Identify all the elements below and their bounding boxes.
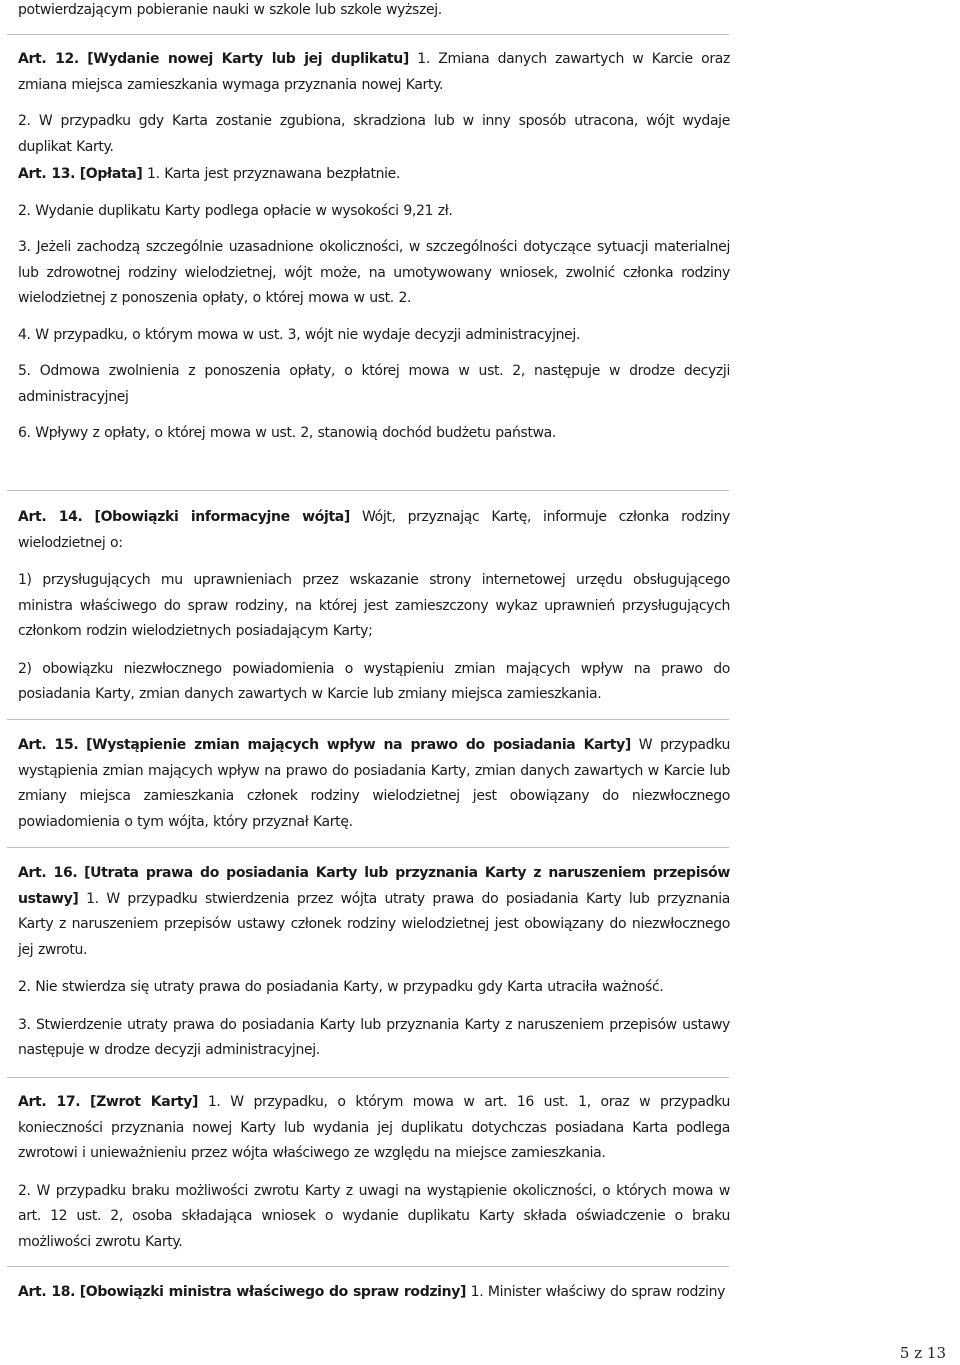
section-separator (7, 1077, 729, 1078)
article-number: Art. 14. (18, 509, 83, 525)
article-12 (18, 47, 730, 160)
article-13-paragraph-6: 6. Wpływy z opłaty, o której mowa w ust. 2, stanowią dochód budżetu państwa. (18, 425, 557, 441)
article-text: 1. Minister właściwy do spraw rodziny (470, 1284, 726, 1300)
page-number: 5 z 13 (899, 1344, 946, 1362)
article-17-paragraph-1 (18, 1090, 730, 1167)
section-separator (7, 34, 729, 35)
article-14-paragraph-1 (18, 505, 730, 556)
intro-text: potwierdzającym pobieranie nauki w szkole lub szkole wyższej. (18, 2, 442, 18)
article-number: Art. 12. (18, 51, 79, 67)
article-title: [Wydanie nowej Karty lub jej duplikatu] (87, 51, 409, 67)
article-12-paragraph-1 (18, 47, 730, 98)
article-text: 1. W przypadku, o którym mowa w art. 16 ust. 1, oraz w przypadku konieczności przyznania nowej Karty lub wydania jej duplikatu dotychczas posiadana Karta podlega zwrotowi i unieważnieniu przez wójta właściwego ze względu na miejsce zamieszkania. (18, 1094, 730, 1161)
article-14-item-1: 1) przysługujących mu uprawnieniach przez wskazanie strony internetowej urzędu obsługującego ministra właściwego do spraw rodziny, na której jest zamieszczony wykaz uprawnień przysługujących członkom rodzin wielodzietnych posiadającym Karty; (18, 572, 730, 639)
section-separator (7, 847, 729, 848)
article-16-paragraph-2: 2. Nie stwierdza się utraty prawa do posiadania Karty, w przypadku gdy Karta utraciła ważność. (18, 979, 664, 995)
article-number: Art. 18. (18, 1284, 76, 1300)
article-15 (18, 733, 730, 835)
article-17 (18, 1090, 730, 1255)
article-title: [Utrata prawa do posiadania Karty lub przyznania Karty z naruszeniem przepisów ustawy] (18, 865, 730, 907)
article-number: Art. 15. (18, 737, 79, 753)
article-title: [Obowiązki informacyjne wójta] (94, 509, 350, 525)
article-text: 1. W przypadku stwierdzenia przez wójta utraty prawa do posiadania Karty lub przyznania Karty z naruszeniem przepisów ustawy członek rodziny wielodzietnej jest obowiązany do niezwłocznego jej zwrotu. (18, 890, 730, 958)
section-separator (7, 1266, 729, 1267)
section-separator (7, 490, 729, 491)
article-13-paragraph-1 (18, 162, 730, 188)
article-13-paragraph-4: 4. W przypadku, o którym mowa w ust. 3, wójt nie wydaje decyzji administracyjnej. (18, 326, 581, 343)
article-13-paragraph-3: 3. Jeżeli zachodzą szczególnie uzasadnione okoliczności, w szczególności dotyczące sytuacji materialnej lub zdrowotnej rodziny wielodzietnej, wójt może, na umotywowany wniosek, zwolnić członka rodziny wielodzietnej z ponoszenia opłaty, o której mowa w ust. 2. (18, 239, 730, 306)
article-title: [Zwrot Karty] (90, 1094, 199, 1110)
article-14-item-2: 2) obowiązku niezwłocznego powiadomienia o wystąpieniu zmian mających wpływ na prawo do posiadania Karty, zmian danych zawartych w Karcie lub zmiany miejsca zamieszkania. (18, 660, 730, 702)
article-18-paragraph-1 (18, 1280, 730, 1306)
article-number: Art. 16. (18, 865, 78, 881)
article-title: [Opłata] (79, 166, 143, 182)
article-16-paragraph-3: 3. Stwierdzenie utraty prawa do posiadania Karty lub przyznania Karty z naruszeniem przepisów ustawy następuje w drodze decyzji administracyjnej. (18, 1016, 730, 1058)
article-title: [Wystąpienie zmian mających wpływ na prawo do posiadania Karty] (86, 737, 631, 753)
article-text: 1. Zmiana danych zawartych w Karcie oraz zmiana miejsca zamieszkania wymaga przyznania nowej Karty. (18, 51, 730, 93)
article-text: Wójt, przyznając Kartę, informuje członka rodziny wielodzietnej o: (18, 509, 730, 551)
article-15-paragraph-1 (18, 733, 730, 835)
article-number: Art. 13. (18, 166, 76, 182)
article-title: [Obowiązki ministra właściwego do spraw rodziny] (79, 1284, 467, 1300)
article-12-paragraph-2: 2. W przypadku gdy Karta zostanie zgubiona, skradziona lub w inny sposób utracona, wójt wydaje duplikat Karty. (18, 113, 730, 155)
section-separator (7, 719, 729, 720)
article-number: Art. 17. (18, 1094, 81, 1110)
article-17-paragraph-2: 2. W przypadku braku możliwości zwrotu Karty z uwagi na wystąpienie okoliczności, o których mowa w art. 12 ust. 2, osoba składająca wniosek o wydanie duplikatu Karty składa oświadczenie o braku możliwości zwrotu Karty. (18, 1182, 730, 1250)
article-13-paragraph-2: 2. Wydanie duplikatu Karty podlega opłacie w wysokości 9,21 zł. (18, 202, 453, 219)
article-14 (18, 505, 730, 708)
article-16-paragraph-1 (18, 861, 730, 963)
article-13 (18, 162, 730, 447)
article-text: 1. Karta jest przyznawana bezpłatnie. (147, 166, 401, 182)
article-18 (18, 1280, 730, 1306)
article-13-paragraph-5: 5. Odmowa zwolnienia z ponoszenia opłaty, o której mowa w ust. 2, następuje w drodze decyzji administracyjnej (18, 363, 730, 405)
article-16 (18, 861, 730, 1064)
article-text: W przypadku wystąpienia zmian mających wpływ na prawo do posiadania Karty, zmian danych zawartych w Karcie lub zmiany miejsca zamieszkania członek rodziny wielodzietnej jest obowiązany do niezwłocznego powiadomienia o tym wójta, który przyznał Kartę. (18, 737, 730, 830)
